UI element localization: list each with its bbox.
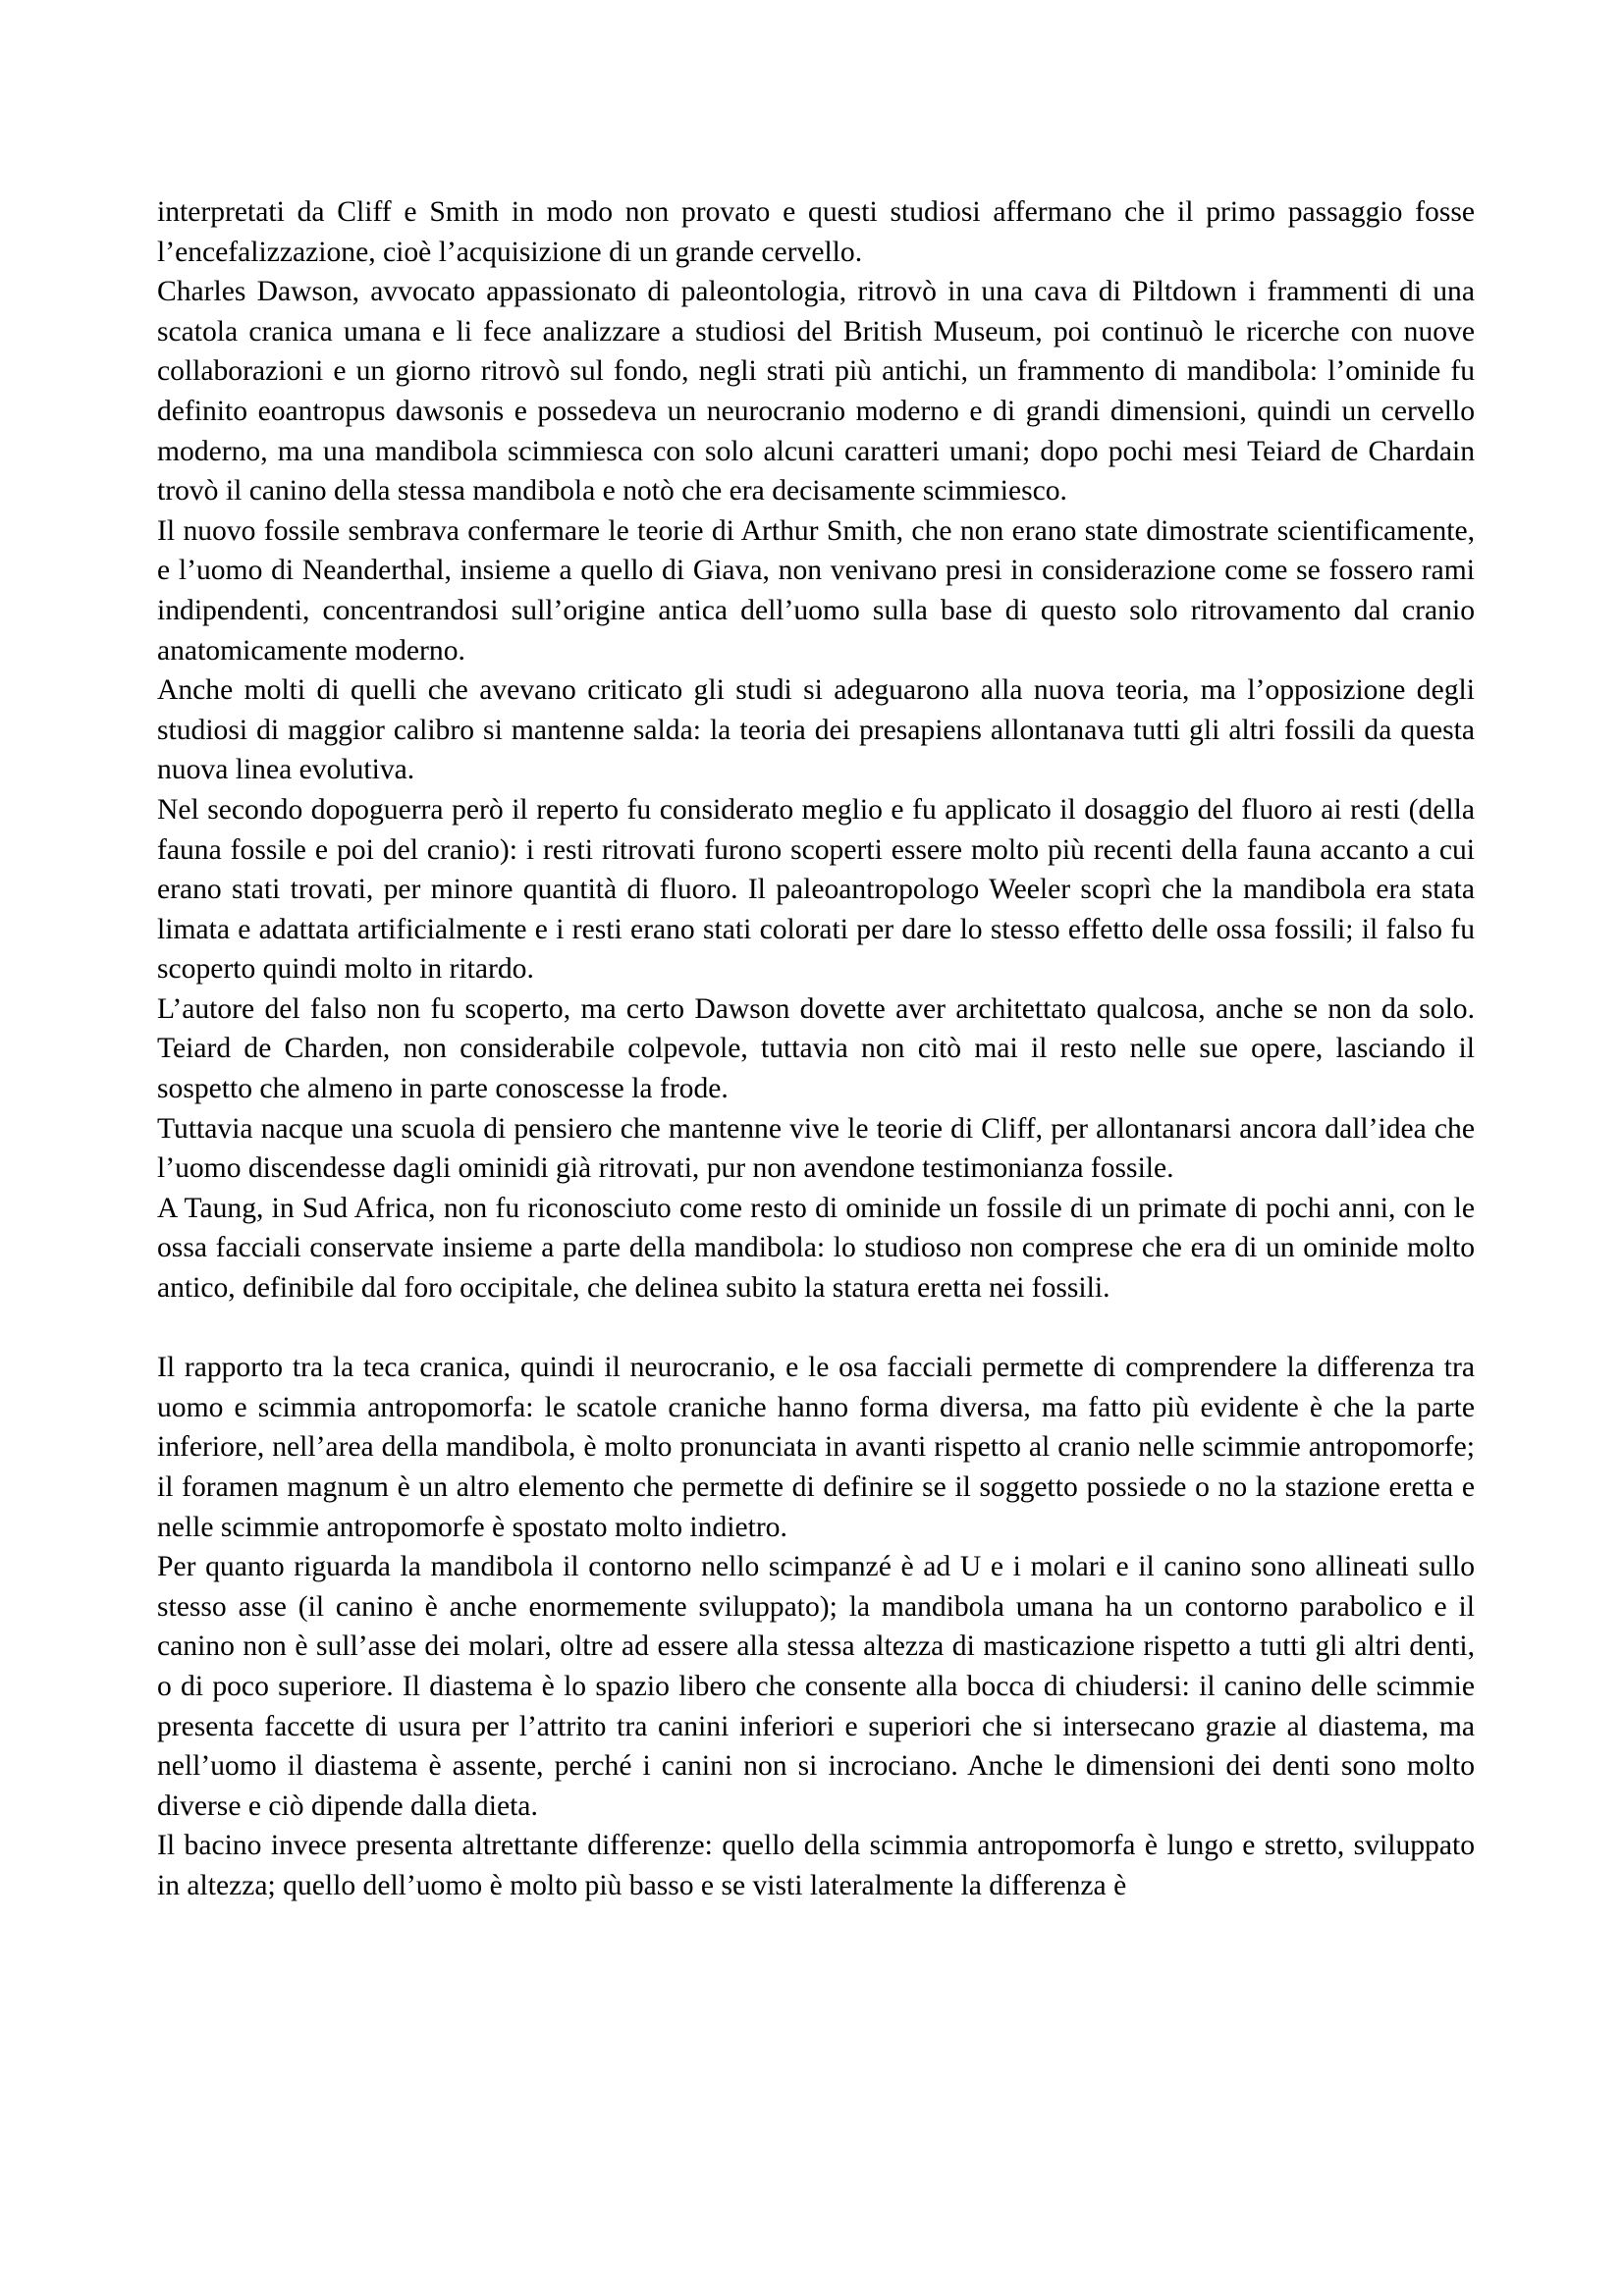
paragraph-presapiens: Anche molti di quelli che avevano criticato gli studi si adeguarono alla nuova teoria, ma l’opposizione degli studiosi di maggior calibro si mantenne salda: la teoria dei presapiens allontanava tutti gli altri fossili da questa nuova linea evolutiva. <box>157 674 1475 786</box>
paragraph-dawson-piltdown: Charles Dawson, avvocato appassionato di paleontologia, ritrovò in una cava di Piltdown i frammenti di una scatola cranica umana e li fece analizzare a studiosi del British Museum, poi continuò le ricerche con nuove collaborazioni e un giorno ritrovò sul fondo, negli strati più antichi, un frammento di mandibola: l’ominide fu definito eoantropus dawsonis e possedeva un neurocranio moderno e di grandi dimensioni, quindi un cervello moderno, ma una mandibola scimmiesca con solo alcuni caratteri umani; dopo pochi mesi Teiard de Chardain trovò il canino della stessa mandibola e notò che era decisamente scimmiesco. <box>157 276 1475 507</box>
paragraph-pelvis-comparison: Il bacino invece presenta altrettante differenze: quello della scimmia antropomorfa è lungo e stretto, sviluppato in altezza; quello dell’uomo è molto più basso e se visti lateralmente la differenza è <box>157 1830 1475 1901</box>
paragraph-arthur-smith: Il nuovo fossile sembrava confermare le teorie di Arthur Smith, che non erano state dimostrate scientificamente, e l’uomo di Neanderthal, insieme a quello di Giava, non venivano presi in considerazione come se fossero rami indipendenti, concentrandosi sull’origine antica dell’uomo sulla base di questo solo ritrovamento dal cranio anatomicamente moderno. <box>157 514 1475 667</box>
document-body <box>157 192 1475 1906</box>
paragraph-mandible-comparison: Per quanto riguarda la mandibola il contorno nello scimpanzé è ad U e i molari e il canino sono allineati sullo stesso asse (il canino è anche enormemente sviluppato); la mandibola umana ha un contorno parabolico e il canino non è sull’asse dei molari, oltre ad essere alla stessa altezza di masticazione rispetto a tutti gli altri denti, o di poco superiore. Il diastema è lo spazio libero che consente alla bocca di chiudersi: il canino delle scimmie presenta faccette di usura per l’attrito tra canini inferiori e superiori che si intersecano grazie al diastema, ma nell’uomo il diastema è assente, perché i canini non si incrociano. Anche le dimensioni dei denti sono molto diverse e ciò dipende dalla dieta. <box>157 1551 1475 1822</box>
paragraph-fluorine-dating: Nel secondo dopoguerra però il reperto fu considerato meglio e fu applicato il dosaggio del fluoro ai resti (della fauna fossile e poi del cranio): i resti ritrovati furono scoperti essere molto più recenti della fauna accanto a cui erano stati trovati, per minore quantità di fluoro. Il paleoantropologo Weeler scoprì che la mandibola era stata limata e adattata artificialmente e i resti erano stati colorati per dare lo stesso effetto delle ossa fossili; il falso fu scoperto quindi molto in ritardo. <box>157 793 1475 986</box>
paragraph-cliff-smith: interpretati da Cliff e Smith in modo non provato e questi studiosi affermano che il primo passaggio fosse l’encefalizzazione, cioè l’acquisizione di un grande cervello. <box>157 196 1475 268</box>
paragraph-forgery-author: L’autore del falso non fu scoperto, ma certo Dawson dovette aver architettato qualcosa, anche se non da solo. Teiard de Charden, non considerabile colpevole, tuttavia non citò mai il resto nelle sue opere, lasciando il sospetto che almeno in parte conoscesse la frode. <box>157 992 1475 1105</box>
paragraph-cranium-comparison: Il rapporto tra la teca cranica, quindi il neurocranio, e le osa facciali permette di comprendere la differenza tra uomo e scimmia antropomorfa: le scatole craniche hanno forma diversa, ma fatto più evidente è che la parte inferiore, nell’area della mandibola, è molto pronunciata in avanti rispetto al cranio nelle scimmie antropomorfe; il foramen magnum è un altro elemento che permette di definire se il soggetto possiede o no la stazione eretta e nelle scimmie antropomorfe è spostato molto indietro. <box>157 1352 1475 1543</box>
paragraph-taung: A Taung, in Sud Africa, non fu riconosciuto come resto di ominide un fossile di un primate di pochi anni, con le ossa facciali conservate insieme a parte della mandibola: lo studioso non comprese che era di un ominide molto antico, definibile dal foro occipitale, che delinea subito la statura eretta nei fossili. <box>157 1192 1475 1305</box>
paragraph-school-of-thought: Tuttavia nacque una scuola di pensiero che mantenne vive le teorie di Cliff, per allontanarsi ancora dall’idea che l’uomo discendesse dagli ominidi già ritrovati, pur non avendone testimonianza fossile. <box>157 1112 1475 1185</box>
